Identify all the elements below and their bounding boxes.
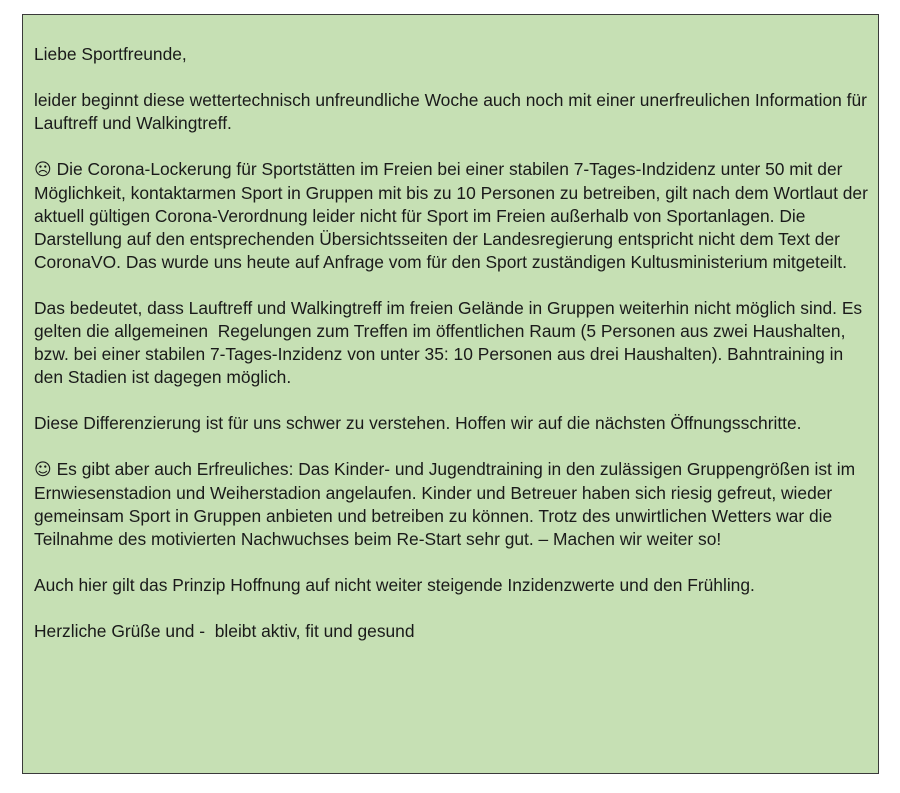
hope-paragraph: Auch hier gilt das Prinzip Hoffnung auf nicht weiter steigende Inzidenzwerte und den Frühling. bbox=[34, 575, 755, 595]
greeting: Liebe Sportfreunde, bbox=[34, 44, 187, 64]
good-news-text: Es gibt aber auch Erfreuliches: Das Kinder- und Jugendtraining in den zulässigen Gruppengrößen ist im Ernwiesenstadion und Weiherstadion angelaufen. Kinder und Betreuer haben sich riesig gefreut, wieder gemeinsam Sport in Gruppen anbieten und betreiben zu können. Trotz des unwirtlichen Wetters war die Teilnahme des motivierten Nachwuchses beim Re-Start sehr gut. – Machen wir weiter so! bbox=[34, 459, 860, 549]
sad-face-icon: ☹ bbox=[34, 160, 52, 180]
good-news-paragraph bbox=[34, 458, 868, 551]
notice-box bbox=[22, 14, 879, 774]
bad-news-text: Die Corona-Lockerung für Sportstätten im Freien bei einer stabilen 7-Tages-Indzidenz unter 50 mit der Möglichkeit, kontaktarmen Sport in Gruppen mit bis zu 10 Personen zu betreiben, gilt nach dem Wortlaut der aktuell gültigen Corona-Verordnung leider nicht für Sport im Freien außerhalb von Sportanlagen. Die Darstellung auf den entsprechenden Übersichtsseiten der Landesregierung entspricht nicht dem Text der CoronaVO. Das wurde uns heute auf Anfrage vom für den Sport zuständigen Kultusministerium mitgeteilt. bbox=[34, 159, 873, 272]
smiley-face-icon: ☺ bbox=[34, 460, 52, 480]
consequence-paragraph: Das bedeutet, dass Lauftreff und Walkingtreff im freien Gelände in Gruppen weiterhin nicht möglich sind. Es gelten die allgemeinen Regelungen zum Treffen im öffentlichen Raum (5 Personen aus zwei Haushalten, bzw. bei einer stabilen 7-Tages-Inzidenz von unter 35: 10 Personen aus drei Haushalten). Bahntraining in den Stadien ist dagegen möglich. bbox=[34, 298, 867, 387]
intro-paragraph: leider beginnt diese wettertechnisch unfreundliche Woche auch noch mit einer unerfreulichen Information für Lauftreff und Walkingtreff. bbox=[34, 90, 872, 133]
closing-line: Herzliche Grüße und - bleibt aktiv, fit und gesund bbox=[34, 621, 415, 641]
bad-news-paragraph bbox=[34, 158, 873, 274]
opinion-paragraph: Diese Differenzierung ist für uns schwer zu verstehen. Hoffen wir auf die nächsten Öffnungsschritte. bbox=[34, 413, 802, 433]
